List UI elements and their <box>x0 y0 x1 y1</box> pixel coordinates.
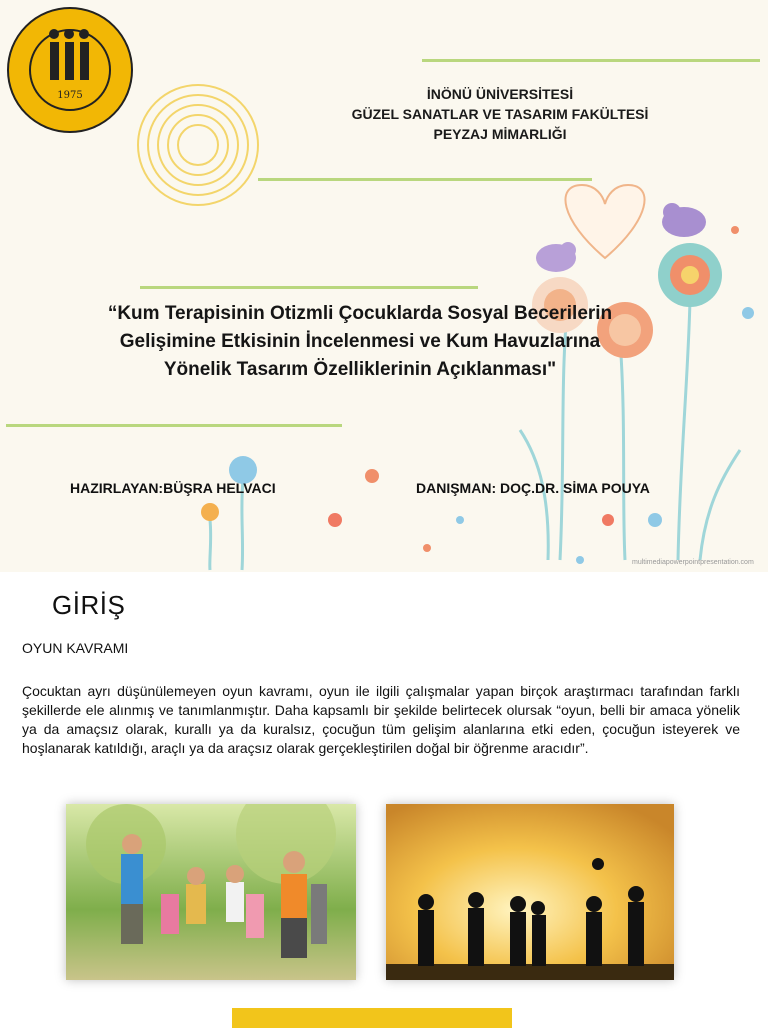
university-name: İNÖNÜ ÜNİVERSİTESİ <box>426 86 574 102</box>
watermark: multimediapowerpointpresentation.com <box>632 559 754 566</box>
intro-slide <box>0 572 768 1024</box>
title-line-2: Gelişimine Etkisinin İncelenmesi ve Kum Havuzlarına <box>119 331 601 352</box>
thesis-title <box>40 300 680 384</box>
third-photo-partial <box>232 1008 512 1028</box>
intro-paragraph: Çocuktan ayrı düşünülemeyen oyun kavramı, oyun ile ilgili çalışmalar yapan birçok araştırmacı tarafından farklı şekillerde ele alınmış ve tanımlanmıştır. Daha kapsamlı bir şekilde belirtecek olursak “oyun, belli bir amaca yönelik ya da amaçsız olarak, kurallı ya da kuralsız, çocuğun tüm gelişim alanlarına etki eden, çocuğun isteyerek ve hoşlanarak katıldığı, araçlı ya da araçsız olarak gerçekleştirilen doğal bir öğrenme aracıdır”. <box>22 683 740 756</box>
department-name: PEYZAJ MİMARLIĞI <box>433 126 567 142</box>
title-line-3: Yönelik Tasarım Özelliklerinin Açıklanması" <box>163 359 557 380</box>
faculty-name: GÜZEL SANATLAR VE TASARIM FAKÜLTESİ <box>351 106 649 122</box>
children-playing-photo <box>66 804 356 980</box>
intro-heading: GİRİŞ <box>52 590 126 620</box>
svg-text:1975: 1975 <box>57 90 83 101</box>
title-line-1: “Kum Terapisinin Otizmli Çocuklarda Sosyal Becerilerin <box>107 303 613 324</box>
silhouettes-sunset-photo <box>386 804 674 980</box>
university-logo <box>6 6 134 134</box>
advisor: DANIŞMAN: DOÇ.DR. SİMA POUYA <box>416 480 650 496</box>
author: HAZIRLAYAN:BÜŞRA HELVACI <box>70 480 276 496</box>
university-header <box>300 84 700 144</box>
intro-subheading: OYUN KAVRAMI <box>22 640 129 656</box>
